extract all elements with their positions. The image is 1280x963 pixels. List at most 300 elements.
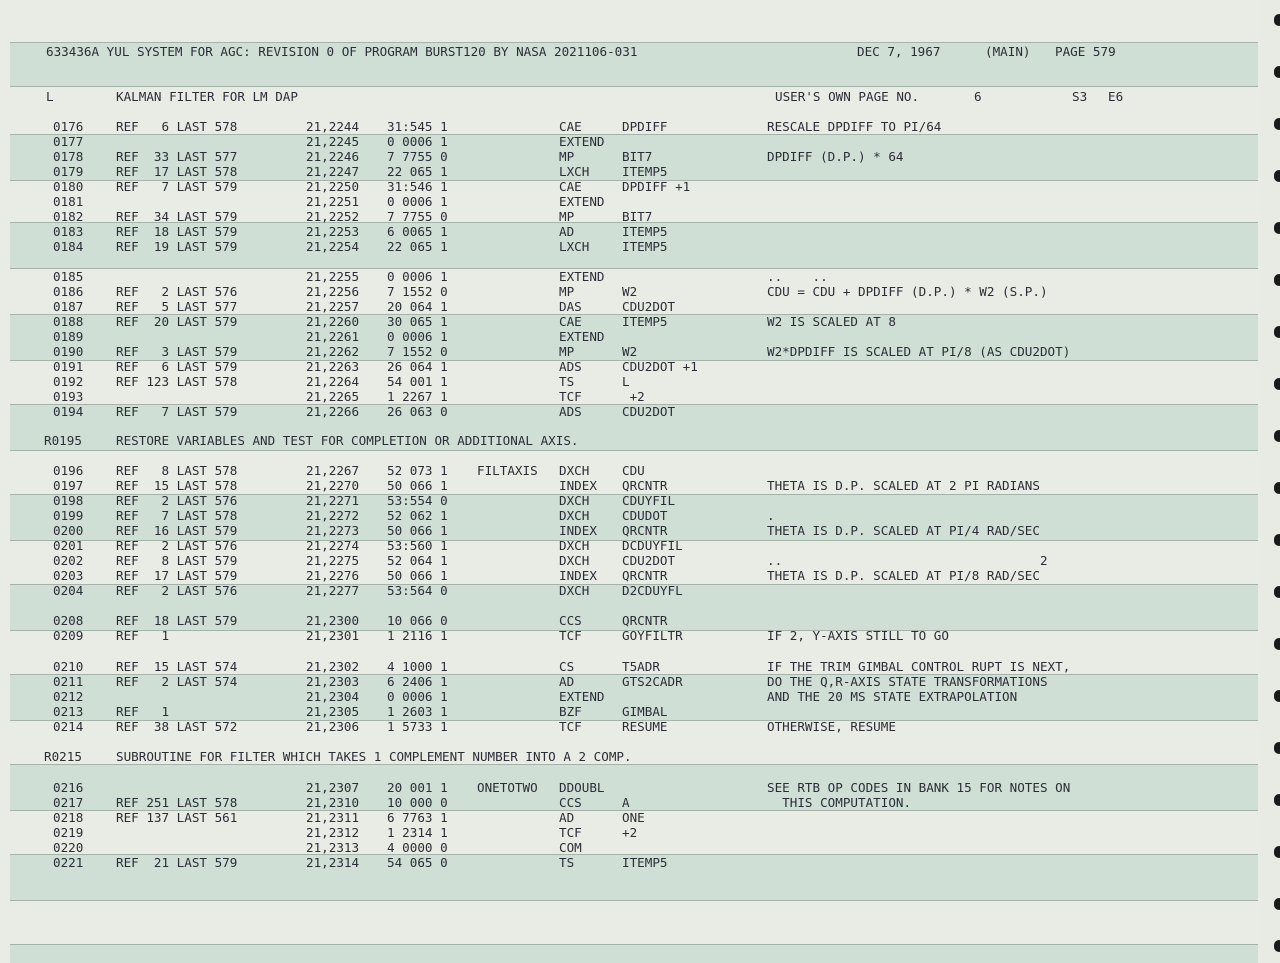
opcode: TS <box>559 374 575 389</box>
line-number: 0194 <box>53 404 84 419</box>
octal-word: 4 0000 0 <box>387 840 448 855</box>
line-number: 0218 <box>53 810 84 825</box>
memory-address: 21,2250 <box>306 179 360 194</box>
memory-address: 21,2303 <box>306 674 360 689</box>
listing-row <box>0 795 1262 810</box>
listing-row <box>0 674 1262 689</box>
line-number: 0221 <box>53 855 84 870</box>
listing-date: DEC 7, 1967 <box>857 44 941 59</box>
memory-address: 21,2311 <box>306 810 360 825</box>
listing-row <box>0 359 1262 374</box>
memory-address: 21,2266 <box>306 404 360 419</box>
octal-word: 26 063 0 <box>387 404 448 419</box>
opcode: DXCH <box>559 508 590 523</box>
operand: QRCNTR <box>622 568 668 583</box>
line-number: 0191 <box>53 359 84 374</box>
listing-row <box>0 568 1262 583</box>
log-type: L <box>46 89 54 104</box>
cross-reference: REF 15 LAST 578 <box>116 478 238 493</box>
cross-reference: REF 8 LAST 579 <box>116 553 238 568</box>
octal-word: 53:554 0 <box>387 493 448 508</box>
line-number: 0216 <box>53 780 84 795</box>
feed-hole <box>1274 534 1280 546</box>
rule-line <box>10 900 1258 901</box>
cross-reference: REF 1 <box>116 628 170 643</box>
listing-row <box>0 719 1262 734</box>
octal-word: 20 064 1 <box>387 299 448 314</box>
memory-address: 21,2251 <box>306 194 360 209</box>
memory-address: 21,2254 <box>306 239 360 254</box>
listing-row <box>0 119 1262 134</box>
line-number: 0198 <box>53 493 84 508</box>
comment: THETA IS D.P. SCALED AT PI/4 RAD/SEC <box>767 523 1040 538</box>
cross-reference: REF 137 LAST 561 <box>116 810 238 825</box>
listing-row <box>0 194 1262 209</box>
page-number: PAGE 579 <box>1055 44 1116 59</box>
cross-reference: REF 2 LAST 576 <box>116 538 238 553</box>
opcode: CAE <box>559 119 582 134</box>
cross-reference: REF 5 LAST 577 <box>116 299 238 314</box>
octal-word: 7 7755 0 <box>387 149 448 164</box>
listing-row <box>0 689 1262 704</box>
listing-row <box>0 523 1262 538</box>
opcode: TCF <box>559 389 582 404</box>
operand: ONE <box>622 810 645 825</box>
line-number: 0187 <box>53 299 84 314</box>
octal-word: 54 065 0 <box>387 855 448 870</box>
opcode: TCF <box>559 628 582 643</box>
octal-word: 1 2314 1 <box>387 825 448 840</box>
memory-address: 21,2300 <box>306 613 360 628</box>
octal-word: 54 001 1 <box>387 374 448 389</box>
octal-word: 22 065 1 <box>387 164 448 179</box>
cross-reference: REF 6 LAST 579 <box>116 359 238 374</box>
line-number: 0202 <box>53 553 84 568</box>
cross-reference: REF 19 LAST 579 <box>116 239 238 254</box>
opcode: CCS <box>559 613 582 628</box>
feed-hole <box>1274 274 1280 286</box>
operand: +2 <box>622 389 645 404</box>
listing-row <box>0 478 1262 493</box>
listing-row <box>0 149 1262 164</box>
listing-row <box>0 538 1262 553</box>
memory-address: 21,2272 <box>306 508 360 523</box>
line-number: 0177 <box>53 134 84 149</box>
operand: W2 <box>622 344 638 359</box>
opcode: MP <box>559 149 575 164</box>
feed-hole <box>1274 690 1280 702</box>
cross-reference: REF 123 LAST 578 <box>116 374 238 389</box>
listing-row <box>0 493 1262 508</box>
octal-word: 53:564 0 <box>387 583 448 598</box>
cross-reference: REF 33 LAST 577 <box>116 149 238 164</box>
comment: AND THE 20 MS STATE EXTRAPOLATION <box>767 689 1018 704</box>
cross-reference: REF 6 LAST 578 <box>116 119 238 134</box>
octal-word: 0 0006 1 <box>387 194 448 209</box>
octal-word: 6 0065 1 <box>387 224 448 239</box>
line-number: 0182 <box>53 209 84 224</box>
octal-word: 7 7755 0 <box>387 209 448 224</box>
s3-label: S3 <box>1072 89 1088 104</box>
cross-reference: REF 34 LAST 579 <box>116 209 238 224</box>
opcode: LXCH <box>559 164 590 179</box>
operand: D2CDUYFL <box>622 583 683 598</box>
opcode: MP <box>559 209 575 224</box>
memory-address: 21,2256 <box>306 284 360 299</box>
operand: DCDUYFIL <box>622 538 683 553</box>
rule-line <box>10 86 1258 87</box>
opcode: AD <box>559 224 575 239</box>
comment: IF THE TRIM GIMBAL CONTROL RUPT IS NEXT, <box>767 659 1071 674</box>
line-number: 0212 <box>53 689 84 704</box>
operand: CDU2DOT <box>622 299 676 314</box>
cross-reference: REF 18 LAST 579 <box>116 224 238 239</box>
memory-address: 21,2264 <box>306 374 360 389</box>
opcode: LXCH <box>559 239 590 254</box>
line-number: 0184 <box>53 239 84 254</box>
opcode: COM <box>559 840 582 855</box>
comment: . <box>767 508 775 523</box>
line-number: 0178 <box>53 149 84 164</box>
line-number: 0176 <box>53 119 84 134</box>
memory-address: 21,2257 <box>306 299 360 314</box>
rule-line <box>10 450 1258 451</box>
listing-subheader <box>0 89 1262 105</box>
line-number: 0213 <box>53 704 84 719</box>
octal-word: 52 073 1 <box>387 463 448 478</box>
feed-hole <box>1274 638 1280 650</box>
users-page-number: 6 <box>974 89 982 104</box>
line-number: 0219 <box>53 825 84 840</box>
listing-row <box>0 179 1262 194</box>
line-number: 0204 <box>53 583 84 598</box>
octal-word: 0 0006 1 <box>387 689 448 704</box>
opcode: CAE <box>559 179 582 194</box>
memory-address: 21,2265 <box>306 389 360 404</box>
octal-word: 7 1552 0 <box>387 344 448 359</box>
comment: CDU = CDU + DPDIFF (D.P.) * W2 (S.P.) <box>767 284 1048 299</box>
cross-reference: REF 8 LAST 578 <box>116 463 238 478</box>
e6-label: E6 <box>1108 89 1124 104</box>
opcode: MP <box>559 344 575 359</box>
comment: IF 2, Y-AXIS STILL TO GO <box>767 628 949 643</box>
feed-hole <box>1274 482 1280 494</box>
line-number: 0192 <box>53 374 84 389</box>
listing-row <box>0 508 1262 523</box>
operand: GTS2CADR <box>622 674 683 689</box>
rule-line <box>10 42 1258 43</box>
cross-reference: REF 18 LAST 579 <box>116 613 238 628</box>
cross-reference: REF 3 LAST 579 <box>116 344 238 359</box>
feed-hole <box>1274 378 1280 390</box>
opcode: AD <box>559 674 575 689</box>
operand: RESUME <box>622 719 668 734</box>
operand: T5ADR <box>622 659 660 674</box>
memory-address: 21,2244 <box>306 119 360 134</box>
listing-row <box>0 209 1262 224</box>
octal-word: 52 062 1 <box>387 508 448 523</box>
opcode: EXTEND <box>559 329 605 344</box>
memory-address: 21,2276 <box>306 568 360 583</box>
line-number: 0190 <box>53 344 84 359</box>
memory-address: 21,2261 <box>306 329 360 344</box>
operand: ITEMP5 <box>622 855 668 870</box>
opcode: BZF <box>559 704 582 719</box>
opcode: CAE <box>559 314 582 329</box>
memory-address: 21,2271 <box>306 493 360 508</box>
listing-row <box>0 704 1262 719</box>
section-id: R0215 <box>44 749 82 764</box>
operand: CDU <box>622 463 645 478</box>
octal-word: 31:545 1 <box>387 119 448 134</box>
feed-hole <box>1274 222 1280 234</box>
listing-row <box>0 164 1262 179</box>
feed-hole <box>1274 326 1280 338</box>
opcode: AD <box>559 810 575 825</box>
octal-word: 1 2267 1 <box>387 389 448 404</box>
line-number: 0209 <box>53 628 84 643</box>
line-number: 0217 <box>53 795 84 810</box>
operand: ITEMP5 <box>622 164 668 179</box>
memory-address: 21,2247 <box>306 164 360 179</box>
opcode: EXTEND <box>559 134 605 149</box>
octal-word: 1 2603 1 <box>387 704 448 719</box>
octal-word: 4 1000 1 <box>387 659 448 674</box>
rule-line <box>10 944 1258 945</box>
listing-row <box>0 224 1262 239</box>
operand: L <box>622 374 630 389</box>
octal-word: 26 064 1 <box>387 359 448 374</box>
feed-hole <box>1274 898 1280 910</box>
comment: RESCALE DPDIFF TO PI/64 <box>767 119 942 134</box>
octal-word: 1 2116 1 <box>387 628 448 643</box>
opcode: DAS <box>559 299 582 314</box>
feed-hole <box>1274 14 1280 26</box>
operand: ITEMP5 <box>622 239 668 254</box>
comment: W2 IS SCALED AT 8 <box>767 314 896 329</box>
cross-reference: REF 7 LAST 579 <box>116 179 238 194</box>
line-number: 0200 <box>53 523 84 538</box>
feed-hole <box>1274 170 1280 182</box>
feed-hole <box>1274 846 1280 858</box>
octal-word: 6 7763 1 <box>387 810 448 825</box>
memory-address: 21,2312 <box>306 825 360 840</box>
line-number: 0203 <box>53 568 84 583</box>
line-number: 0185 <box>53 269 84 284</box>
line-number: 0196 <box>53 463 84 478</box>
opcode: CS <box>559 659 575 674</box>
opcode: EXTEND <box>559 269 605 284</box>
cross-reference: REF 2 LAST 576 <box>116 493 238 508</box>
feed-hole <box>1274 430 1280 442</box>
listing-row <box>0 239 1262 254</box>
memory-address: 21,2306 <box>306 719 360 734</box>
memory-address: 21,2301 <box>306 628 360 643</box>
cross-reference: REF 2 LAST 576 <box>116 583 238 598</box>
operand: CDU2DOT <box>622 404 676 419</box>
operand: CDU2DOT <box>622 553 676 568</box>
line-number: 0199 <box>53 508 84 523</box>
comment: OTHERWISE, RESUME <box>767 719 896 734</box>
octal-word: 10 000 0 <box>387 795 448 810</box>
memory-address: 21,2273 <box>306 523 360 538</box>
memory-address: 21,2274 <box>306 538 360 553</box>
memory-address: 21,2270 <box>306 478 360 493</box>
cross-reference: REF 7 LAST 579 <box>116 404 238 419</box>
opcode: DXCH <box>559 538 590 553</box>
line-number: 0183 <box>53 224 84 239</box>
listing-row <box>0 583 1262 598</box>
memory-address: 21,2304 <box>306 689 360 704</box>
opcode: INDEX <box>559 478 597 493</box>
octal-word: 10 066 0 <box>387 613 448 628</box>
cross-reference: REF 16 LAST 579 <box>116 523 238 538</box>
operand: GIMBAL <box>622 704 668 719</box>
listing-row <box>0 825 1262 840</box>
operand: BIT7 <box>622 149 653 164</box>
memory-address: 21,2253 <box>306 224 360 239</box>
line-number: 0181 <box>53 194 84 209</box>
operand: CDUYFIL <box>622 493 676 508</box>
tractor-feed-holes <box>1262 0 1280 963</box>
octal-word: 50 066 1 <box>387 568 448 583</box>
cross-reference: REF 2 LAST 574 <box>116 674 238 689</box>
comment: THIS COMPUTATION. <box>767 795 912 810</box>
comment: DO THE Q,R-AXIS STATE TRANSFORMATIONS <box>767 674 1048 689</box>
comment: W2*DPDIFF IS SCALED AT PI/8 (AS CDU2DOT) <box>767 344 1071 359</box>
opcode: TS <box>559 855 575 870</box>
line-number: 0186 <box>53 284 84 299</box>
memory-address: 21,2263 <box>306 359 360 374</box>
opcode: ADS <box>559 359 582 374</box>
section-heading <box>0 433 1262 449</box>
line-number: 0188 <box>53 314 84 329</box>
section-id: R0195 <box>44 433 82 448</box>
section-text: SUBROUTINE FOR FILTER WHICH TAKES 1 COMPLEMENT NUMBER INTO A 2 COMP. <box>116 749 632 764</box>
comment: THETA IS D.P. SCALED AT PI/8 RAD/SEC <box>767 568 1040 583</box>
listing-row <box>0 659 1262 674</box>
comment: SEE RTB OP CODES IN BANK 15 FOR NOTES ON <box>767 780 1071 795</box>
opcode: DXCH <box>559 463 590 478</box>
octal-word: 50 066 1 <box>387 523 448 538</box>
feed-hole <box>1274 66 1280 78</box>
line-number: 0210 <box>53 659 84 674</box>
listing-row <box>0 840 1262 855</box>
comment: .. 2 <box>767 553 1048 568</box>
octal-word: 53:560 1 <box>387 538 448 553</box>
listing-row <box>0 344 1262 359</box>
cross-reference: REF 251 LAST 578 <box>116 795 238 810</box>
opcode: DXCH <box>559 553 590 568</box>
cross-reference: REF 17 LAST 578 <box>116 164 238 179</box>
cross-reference: REF 17 LAST 579 <box>116 568 238 583</box>
line-number: 0193 <box>53 389 84 404</box>
line-number: 0211 <box>53 674 84 689</box>
operand: GOYFILTR <box>622 628 683 643</box>
operand: DPDIFF <box>622 119 668 134</box>
cross-reference: REF 21 LAST 579 <box>116 855 238 870</box>
listing-row <box>0 314 1262 329</box>
line-number: 0197 <box>53 478 84 493</box>
memory-address: 21,2314 <box>306 855 360 870</box>
line-number: 0179 <box>53 164 84 179</box>
operand: W2 <box>622 284 638 299</box>
section-text: RESTORE VARIABLES AND TEST FOR COMPLETION OR ADDITIONAL AXIS. <box>116 433 579 448</box>
line-number: 0214 <box>53 719 84 734</box>
line-number: 0220 <box>53 840 84 855</box>
memory-address: 21,2260 <box>306 314 360 329</box>
octal-word: 0 0006 1 <box>387 329 448 344</box>
opcode: INDEX <box>559 523 597 538</box>
listing-row <box>0 284 1262 299</box>
memory-address: 21,2310 <box>306 795 360 810</box>
memory-address: 21,2246 <box>306 149 360 164</box>
symbol-label: FILTAXIS <box>477 463 538 478</box>
octal-word: 0 0006 1 <box>387 269 448 284</box>
memory-address: 21,2277 <box>306 583 360 598</box>
opcode: DDOUBL <box>559 780 605 795</box>
feed-hole <box>1274 586 1280 598</box>
cross-reference: REF 20 LAST 579 <box>116 314 238 329</box>
octal-word: 7 1552 0 <box>387 284 448 299</box>
opcode: INDEX <box>559 568 597 583</box>
operand: +2 <box>622 825 638 840</box>
opcode: ADS <box>559 404 582 419</box>
octal-word: 22 065 1 <box>387 239 448 254</box>
listing-header <box>0 44 1262 60</box>
users-page-label: USER'S OWN PAGE NO. <box>775 89 920 104</box>
listing-row <box>0 299 1262 314</box>
cross-reference: REF 15 LAST 574 <box>116 659 238 674</box>
feed-hole <box>1274 742 1280 754</box>
listing-row <box>0 553 1262 568</box>
listing-row <box>0 329 1262 344</box>
opcode: CCS <box>559 795 582 810</box>
operand: A <box>622 795 630 810</box>
opcode: TCF <box>559 825 582 840</box>
opcode: TCF <box>559 719 582 734</box>
opcode: EXTEND <box>559 689 605 704</box>
octal-word: 0 0006 1 <box>387 134 448 149</box>
memory-address: 21,2262 <box>306 344 360 359</box>
operand: QRCNTR <box>622 478 668 493</box>
octal-word: 50 066 1 <box>387 478 448 493</box>
listing-row <box>0 269 1262 284</box>
octal-word: 20 001 1 <box>387 780 448 795</box>
comment: .. .. <box>767 269 828 284</box>
cross-reference: REF 1 <box>116 704 170 719</box>
octal-word: 31:546 1 <box>387 179 448 194</box>
feed-hole <box>1274 940 1280 952</box>
opcode: DXCH <box>559 493 590 508</box>
listing-row <box>0 780 1262 795</box>
memory-address: 21,2267 <box>306 463 360 478</box>
octal-word: 30 065 1 <box>387 314 448 329</box>
line-number: 0180 <box>53 179 84 194</box>
cross-reference: REF 7 LAST 578 <box>116 508 238 523</box>
opcode: EXTEND <box>559 194 605 209</box>
comment: THETA IS D.P. SCALED AT 2 PI RADIANS <box>767 478 1040 493</box>
feed-hole <box>1274 794 1280 806</box>
listing-row <box>0 389 1262 404</box>
operand: DPDIFF +1 <box>622 179 691 194</box>
cross-reference: REF 38 LAST 572 <box>116 719 238 734</box>
operand: ITEMP5 <box>622 224 668 239</box>
line-number: 0208 <box>53 613 84 628</box>
main-label: (MAIN) <box>985 44 1031 59</box>
operand: QRCNTR <box>622 613 668 628</box>
paper-band <box>10 944 1258 963</box>
